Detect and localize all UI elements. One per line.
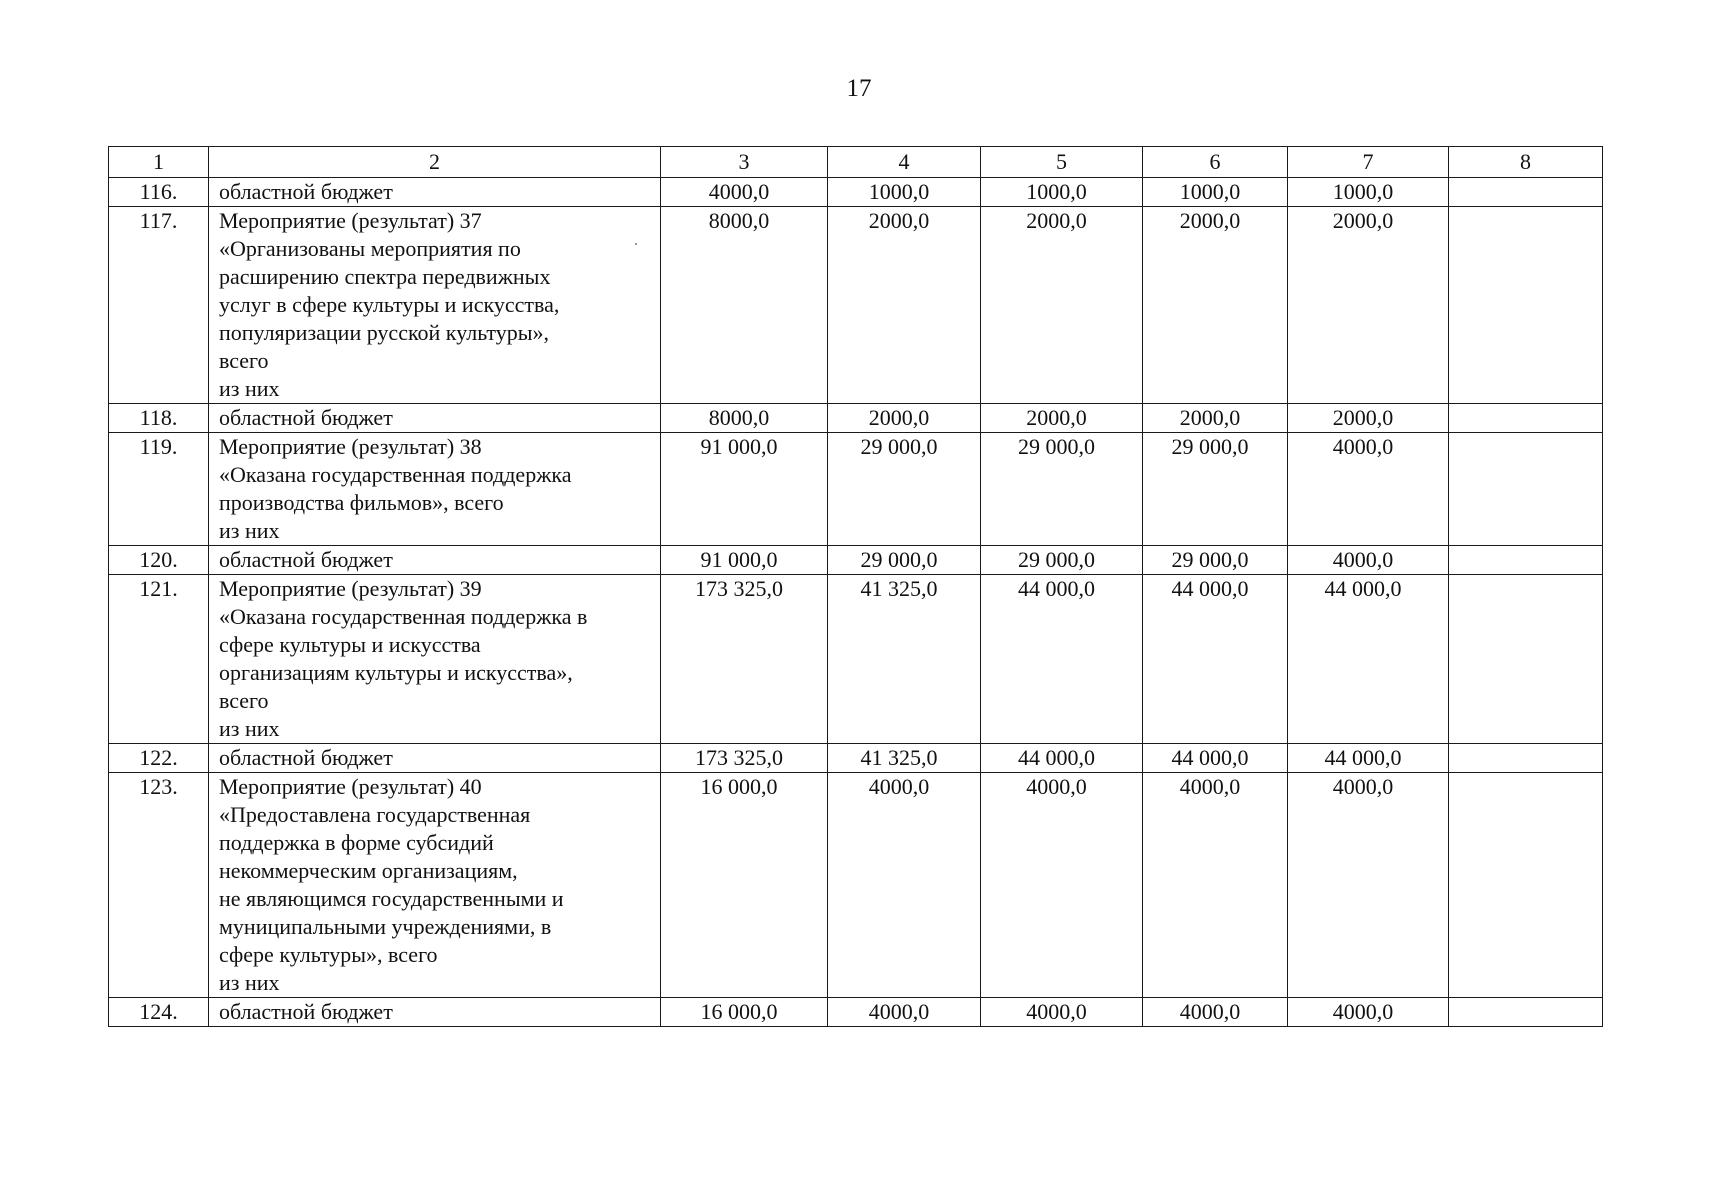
value-cell-col-4: 41 325,0 xyxy=(828,575,981,744)
value-cell-col-5: 29 000,0 xyxy=(981,546,1143,575)
row-description xyxy=(209,998,661,1027)
value-cell-col-5: 4000,0 xyxy=(981,773,1143,998)
value-cell-col-8 xyxy=(1449,433,1603,546)
value-cell-col-5: 44 000,0 xyxy=(981,744,1143,773)
value-cell-col-6: 2000,0 xyxy=(1143,207,1288,404)
value-cell-col-4: 2000,0 xyxy=(828,207,981,404)
column-header: 2 xyxy=(209,147,661,178)
description-line: муниципальными учреждениями, в xyxy=(219,914,552,939)
description-line: популяризации русской культуры», xyxy=(219,320,549,345)
table-row xyxy=(109,178,1603,207)
table-row xyxy=(109,575,1603,744)
value-cell-col-7: 4000,0 xyxy=(1288,773,1449,998)
row-description xyxy=(209,546,661,575)
value-cell-col-7: 44 000,0 xyxy=(1288,575,1449,744)
description-line: из них xyxy=(219,376,280,401)
value-cell-col-6: 29 000,0 xyxy=(1143,433,1288,546)
description-line: «Предоставлена государственная xyxy=(219,802,531,827)
description-line: областной бюджет xyxy=(219,405,393,430)
description-line: «Оказана государственная поддержка в xyxy=(219,604,588,629)
description-line: некоммерческим организациям, xyxy=(219,858,518,883)
value-cell-col-5: 2000,0 xyxy=(981,207,1143,404)
value-cell-col-4: 29 000,0 xyxy=(828,546,981,575)
column-header-row xyxy=(109,147,1603,178)
table-body xyxy=(109,147,1603,1027)
value-cell-col-8 xyxy=(1449,404,1603,433)
value-cell-col-6: 44 000,0 xyxy=(1143,744,1288,773)
table-row xyxy=(109,404,1603,433)
row-number: 118. xyxy=(109,404,209,433)
description-line: организациям культуры и искусства», xyxy=(219,660,573,685)
row-number: 122. xyxy=(109,744,209,773)
column-header: 5 xyxy=(981,147,1143,178)
value-cell-col-8 xyxy=(1449,998,1603,1027)
value-cell-col-6: 44 000,0 xyxy=(1143,575,1288,744)
value-cell-col-4: 4000,0 xyxy=(828,773,981,998)
description-line: производства фильмов», всего xyxy=(219,490,504,515)
table-row xyxy=(109,433,1603,546)
description-line: услуг в сфере культуры и искусства, xyxy=(219,292,560,317)
scan-speck xyxy=(635,243,637,245)
description-line: всего xyxy=(219,348,269,373)
value-cell-col-4: 4000,0 xyxy=(828,998,981,1027)
column-header: 8 xyxy=(1449,147,1603,178)
value-cell-col-5: 1000,0 xyxy=(981,178,1143,207)
description-line: всего xyxy=(219,688,269,713)
description-line: из них xyxy=(219,518,280,543)
value-cell-col-8 xyxy=(1449,178,1603,207)
value-cell-col-7: 4000,0 xyxy=(1288,433,1449,546)
description-line: поддержка в форме субсидий xyxy=(219,830,494,855)
row-number: 121. xyxy=(109,575,209,744)
row-description xyxy=(209,207,661,404)
value-cell-col-4: 29 000,0 xyxy=(828,433,981,546)
value-cell-col-8 xyxy=(1449,773,1603,998)
page-number: 17 xyxy=(846,75,872,102)
table-row xyxy=(109,744,1603,773)
column-header: 3 xyxy=(661,147,828,178)
description-line: сфере культуры», всего xyxy=(219,942,438,967)
description-line: областной бюджет xyxy=(219,179,393,204)
value-cell-col-7: 44 000,0 xyxy=(1288,744,1449,773)
value-cell-col-6: 29 000,0 xyxy=(1143,546,1288,575)
table-row xyxy=(109,207,1603,404)
column-header: 6 xyxy=(1143,147,1288,178)
value-cell-col-3: 173 325,0 xyxy=(661,744,828,773)
row-description xyxy=(209,773,661,998)
value-cell-col-4: 1000,0 xyxy=(828,178,981,207)
row-description xyxy=(209,575,661,744)
description-line: областной бюджет xyxy=(219,547,393,572)
description-line: Мероприятие (результат) 39 xyxy=(219,576,482,601)
value-cell-col-5: 44 000,0 xyxy=(981,575,1143,744)
table-row xyxy=(109,546,1603,575)
value-cell-col-3: 173 325,0 xyxy=(661,575,828,744)
row-number: 116. xyxy=(109,178,209,207)
value-cell-col-3: 16 000,0 xyxy=(661,773,828,998)
value-cell-col-3: 8000,0 xyxy=(661,207,828,404)
description-line: областной бюджет xyxy=(219,999,393,1024)
budget-table xyxy=(108,146,1603,1027)
row-number: 119. xyxy=(109,433,209,546)
description-line: из них xyxy=(219,716,280,741)
row-number: 120. xyxy=(109,546,209,575)
row-number: 124. xyxy=(109,998,209,1027)
value-cell-col-3: 91 000,0 xyxy=(661,546,828,575)
value-cell-col-6: 4000,0 xyxy=(1143,998,1288,1027)
description-line: областной бюджет xyxy=(219,745,393,770)
row-description xyxy=(209,744,661,773)
value-cell-col-7: 2000,0 xyxy=(1288,207,1449,404)
row-description xyxy=(209,433,661,546)
value-cell-col-8 xyxy=(1449,575,1603,744)
column-header: 7 xyxy=(1288,147,1449,178)
description-line: не являющимся государственными и xyxy=(219,886,564,911)
row-description xyxy=(209,404,661,433)
value-cell-col-3: 91 000,0 xyxy=(661,433,828,546)
value-cell-col-6: 4000,0 xyxy=(1143,773,1288,998)
value-cell-col-4: 41 325,0 xyxy=(828,744,981,773)
description-line: «Организованы мероприятия по xyxy=(219,236,521,261)
description-line: из них xyxy=(219,970,280,995)
description-line: Мероприятие (результат) 40 xyxy=(219,774,482,799)
description-line: «Оказана государственная поддержка xyxy=(219,462,572,487)
value-cell-col-4: 2000,0 xyxy=(828,404,981,433)
value-cell-col-7: 4000,0 xyxy=(1288,546,1449,575)
value-cell-col-5: 4000,0 xyxy=(981,998,1143,1027)
row-number: 117. xyxy=(109,207,209,404)
value-cell-col-7: 2000,0 xyxy=(1288,404,1449,433)
value-cell-col-6: 1000,0 xyxy=(1143,178,1288,207)
value-cell-col-3: 16 000,0 xyxy=(661,998,828,1027)
table-row xyxy=(109,998,1603,1027)
column-header: 1 xyxy=(109,147,209,178)
value-cell-col-5: 2000,0 xyxy=(981,404,1143,433)
value-cell-col-6: 2000,0 xyxy=(1143,404,1288,433)
value-cell-col-3: 4000,0 xyxy=(661,178,828,207)
column-header: 4 xyxy=(828,147,981,178)
row-description xyxy=(209,178,661,207)
value-cell-col-8 xyxy=(1449,546,1603,575)
table-row xyxy=(109,773,1603,998)
description-line: Мероприятие (результат) 38 xyxy=(219,434,482,459)
description-line: Мероприятие (результат) 37 xyxy=(219,208,482,233)
description-line: сфере культуры и искусства xyxy=(219,632,481,657)
description-line: расширению спектра передвижных xyxy=(219,264,551,289)
value-cell-col-7: 4000,0 xyxy=(1288,998,1449,1027)
value-cell-col-3: 8000,0 xyxy=(661,404,828,433)
value-cell-col-8 xyxy=(1449,744,1603,773)
value-cell-col-8 xyxy=(1449,207,1603,404)
value-cell-col-5: 29 000,0 xyxy=(981,433,1143,546)
value-cell-col-7: 1000,0 xyxy=(1288,178,1449,207)
row-number: 123. xyxy=(109,773,209,998)
